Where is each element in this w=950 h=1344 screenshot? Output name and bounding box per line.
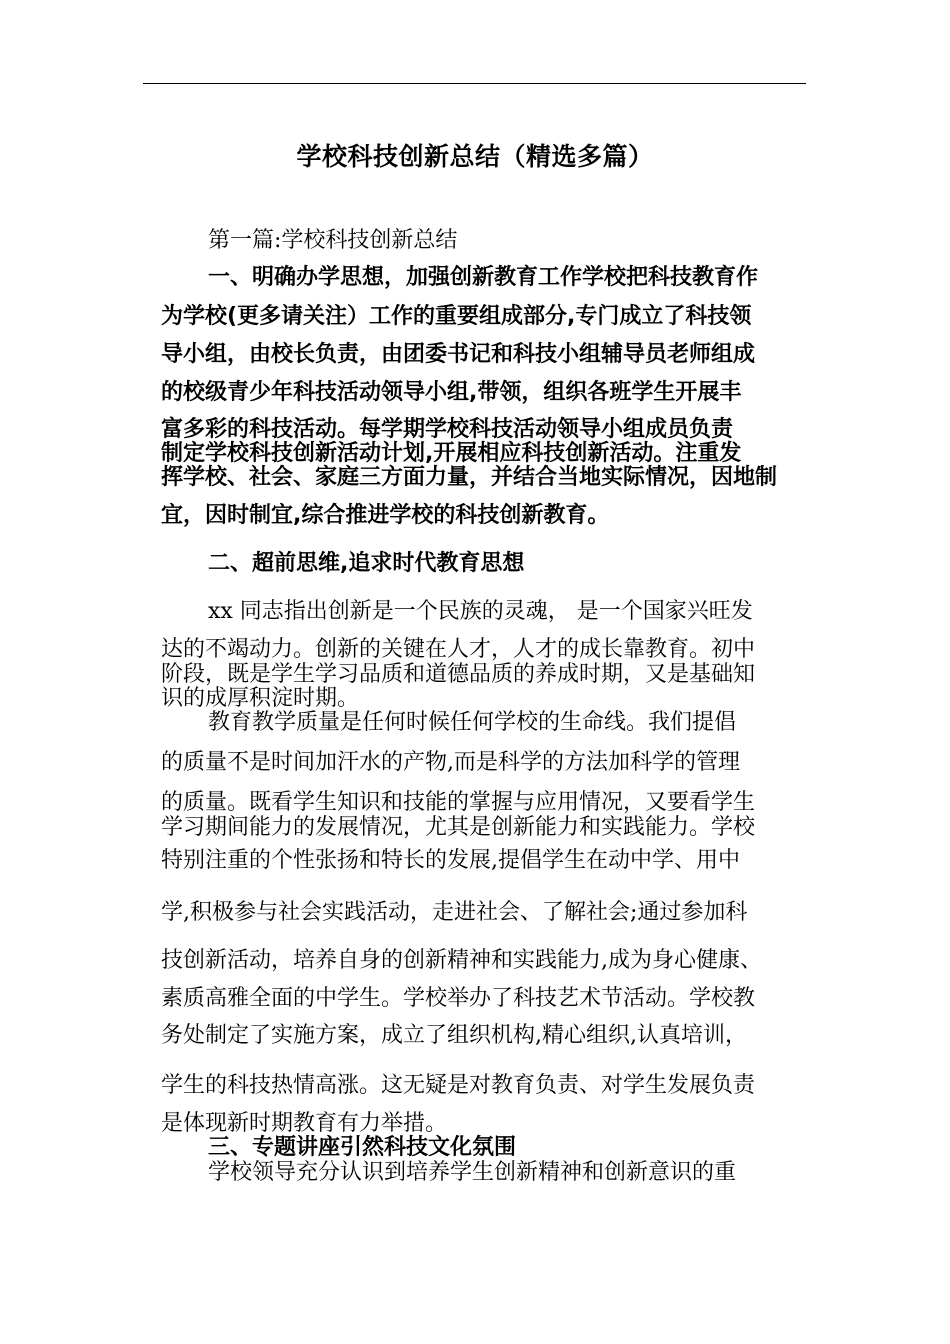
paragraph-line: 挥学校、社会、家庭三方面力量，并结合当地实际情况，因地制 xyxy=(161,465,778,490)
subheading-3: 三、专题讲座引然科技文化氛围 xyxy=(208,1135,517,1160)
paragraph-line: 是体现新时期教育有力举措。 xyxy=(161,1111,448,1136)
paragraph-line: 制定学校科技创新活动计划,开展相应科技创新活动。注重发 xyxy=(161,441,742,466)
paragraph-line: 素质高雅全面的中学生。学校举办了科技艺术节活动。学校教 xyxy=(161,986,756,1011)
paragraph-line: 的校级青少年科技活动领导小组,带领，组织各班学生开展丰 xyxy=(161,380,742,405)
paragraph-line: 的质量。既看学生知识和技能的掌握与应用情况，又要看学生 xyxy=(161,790,756,815)
paragraph-line: 富多彩的科技活动。每学期学校科技活动领导小组成员负责 xyxy=(161,417,734,442)
paragraph-line: 的质量不是时间加汗水的产物,而是科学的方法加科学的管理 xyxy=(161,750,740,775)
paragraph-line: 达的不竭动力。创新的关键在人才，人才的成长靠教育。初中 xyxy=(161,637,756,662)
header-rule xyxy=(143,83,806,84)
paragraph-line: 导小组，由校长负责，由团委书记和科技小组辅导员老师组成 xyxy=(161,342,756,367)
paragraph-line: 教育教学质量是任何时候任何学校的生命线。我们提倡 xyxy=(208,710,737,735)
paragraph-line: 为学校(更多请关注）工作的重要组成部分,专门成立了科技领 xyxy=(161,304,752,329)
subheading-2: 二、超前思维,追求时代教育思想 xyxy=(208,551,525,576)
section-heading-1: 第一篇:学校科技创新总结 xyxy=(208,228,458,253)
paragraph-line: 学习期间能力的发展情况，尤其是创新能力和实践能力。学校 xyxy=(161,815,756,840)
paragraph-line: 学生的科技热情高涨。这无疑是对教育负责、对学生发展负责 xyxy=(161,1073,756,1098)
paragraph-line: 学校领导充分认识到培养学生创新精神和创新意识的重 xyxy=(208,1160,737,1185)
paragraph-line: 特别注重的个性张扬和特长的发展,提倡学生在动中学、用中 xyxy=(161,848,740,873)
paragraph-line: xx 同志指出创新是一个民族的灵魂， 是一个国家兴旺发 xyxy=(208,599,753,624)
paragraph-line: 识的成厚积淀时期。 xyxy=(161,686,360,711)
paragraph-line: 阶段，既是学生学习品质和道德品质的养成时期，又是基础知 xyxy=(161,662,756,687)
document-title: 学校科技创新总结（精选多篇） xyxy=(296,142,654,171)
paragraph-line: 一、明确办学思想，加强创新教育工作学校把科技教育作 xyxy=(208,265,759,290)
paragraph-line: 学,积极参与社会实践活动，走进社会、了解社会;通过参加科 xyxy=(161,900,748,925)
paragraph-line: 宜，因时制宜,综合推进学校的科技创新教育。 xyxy=(161,503,610,528)
paragraph-line: 技创新活动，培养自身的创新精神和实践能力,成为身心健康、 xyxy=(161,948,762,973)
paragraph-line: 务处制定了实施方案，成立了组织机构,精心组织,认真培训， xyxy=(161,1023,747,1048)
